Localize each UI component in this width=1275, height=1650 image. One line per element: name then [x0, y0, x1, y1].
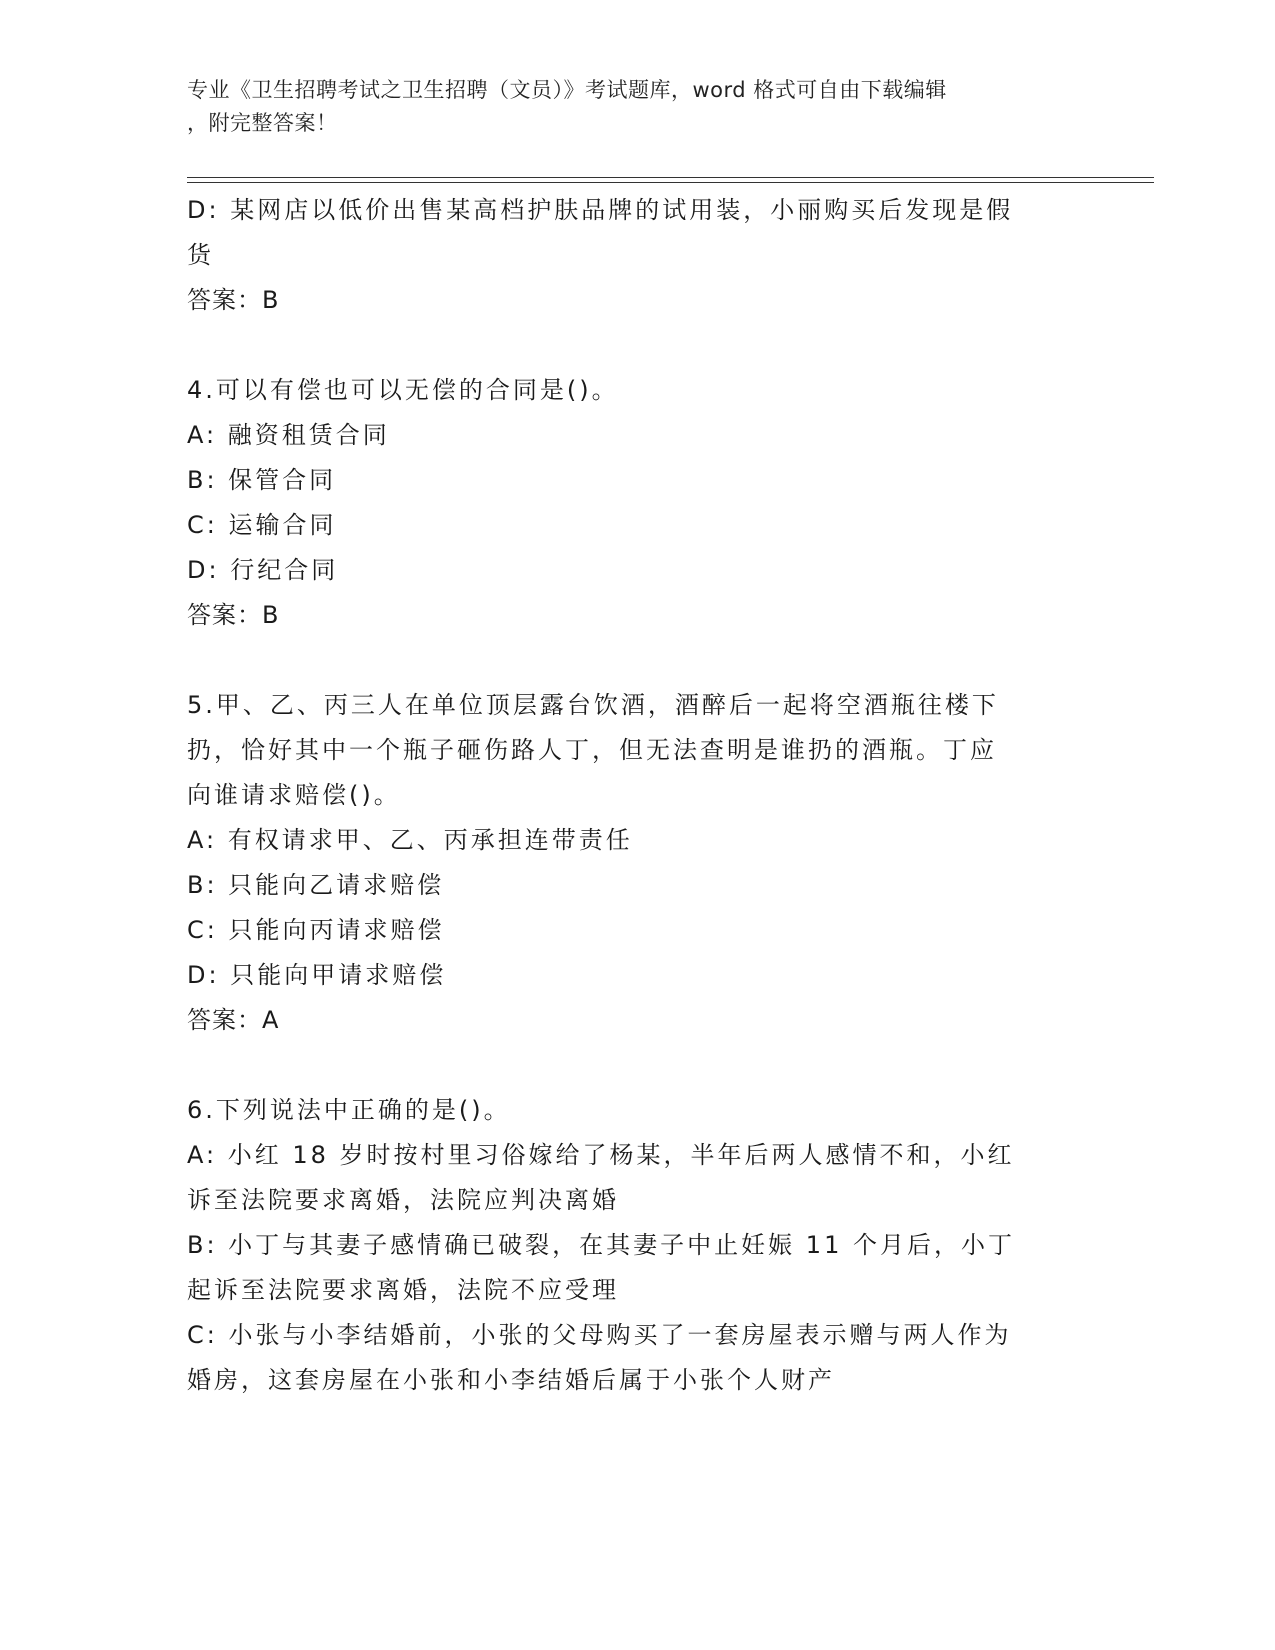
question-text-line: 5.甲、乙、丙三人在单位顶层露台饮酒，酒醉后一起将空酒瓶往楼下	[187, 691, 999, 719]
question-text-line: A: 小红 18 岁时按村里习俗嫁给了杨某，半年后两人感情不和，小红	[187, 1141, 1015, 1169]
question-text-line: 扔，恰好其中一个瓶子砸伤路人丁，但无法查明是谁扔的酒瓶。丁应	[187, 736, 997, 764]
question-text-line: B: 小丁与其妻子感情确已破裂，在其妻子中止妊娠 11 个月后，小丁	[187, 1231, 1015, 1259]
question-block	[187, 683, 1087, 1043]
answer-line: 答案：A	[187, 1006, 280, 1034]
question-text-line: 货	[187, 241, 214, 269]
question-text-line: 4.可以有偿也可以无偿的合同是()。	[187, 376, 619, 404]
question-text-line: C: 只能向丙请求赔偿	[187, 916, 445, 944]
answer-line: 答案：B	[187, 601, 280, 629]
question-text-line: B: 保管合同	[187, 466, 337, 494]
question-text-line: 向谁请求赔偿()。	[187, 781, 401, 809]
question-text-line: A: 融资租赁合同	[187, 421, 390, 449]
question-text-line: B: 只能向乙请求赔偿	[187, 871, 445, 899]
question-text-line: C: 小张与小李结婚前，小张的父母购买了一套房屋表示赠与两人作为	[187, 1321, 1012, 1349]
question-text-line: A: 有权请求甲、乙、丙承担连带责任	[187, 826, 633, 854]
question-text-line: 6.下列说法中正确的是()。	[187, 1096, 511, 1124]
answer-line: 答案：B	[187, 286, 280, 314]
question-text-line: D: 只能向甲请求赔偿	[187, 961, 447, 989]
header-divider-top	[187, 177, 1154, 178]
header-line-2: ，附完整答案！	[187, 111, 338, 135]
question-block	[187, 188, 1087, 323]
question-block	[187, 1088, 1087, 1403]
question-text-line: 起诉至法院要求离婚，法院不应受理	[187, 1276, 619, 1304]
question-text-line: 婚房，这套房屋在小张和小李结婚后属于小张个人财产	[187, 1366, 835, 1394]
header-line-1: 专业《卫生招聘考试之卫生招聘（文员）》考试题库，word 格式可自由下载编辑	[187, 78, 947, 102]
question-list	[187, 188, 1087, 1403]
question-text-line: C: 运输合同	[187, 511, 337, 539]
document-header	[187, 74, 1067, 140]
question-text-line: D: 行纪合同	[187, 556, 339, 584]
question-block	[187, 368, 1087, 638]
question-text-line: 诉至法院要求离婚，法院应判决离婚	[187, 1186, 619, 1214]
question-text-line: D: 某网店以低价出售某高档护肤品牌的试用装，小丽购买后发现是假	[187, 196, 1014, 224]
header-divider-bottom	[187, 182, 1154, 183]
